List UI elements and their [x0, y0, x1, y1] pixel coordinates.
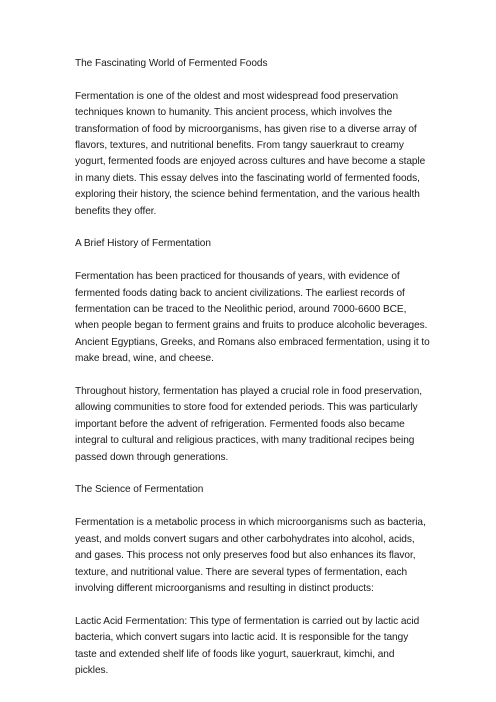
- intro-paragraph: Fermentation is one of the oldest and most widespread food preservation techniques known to humanity. This ancient process, which involves the transformation of food by microorganisms, has given rise to a diverse array of flavors, textures, and nutritional benefits. From tangy sauerkraut to creamy yogurt, fermented foods are enjoyed across cultures and have become a staple in many diets. This essay delves into the fascinating world of fermented foods, exploring their history, the science behind fermentation, and the various health benefits they offer.: [75, 90, 426, 217]
- science-heading: The Science of Fermentation: [75, 484, 204, 496]
- history-heading: A Brief History of Fermentation: [75, 238, 211, 250]
- document-title: The Fascinating World of Fermented Foods: [75, 58, 268, 69]
- history-paragraph-2: Throughout history, fermentation has played a crucial role in food preservation, allowing communities to store food for extended periods. This was particularly important before the advent of refrigeration. Fermented foods also became integral to cultural and religious practices, with many traditional recipes being passed down through generations.: [75, 386, 423, 463]
- history-paragraph-1: Fermentation has been practiced for thousands of years, with evidence of fermented foods dating back to ancient civilizations. The earliest records of fermentation can be traced to the Neolithic period, around 7000-6600 BCE, when people began to ferment grains and fruits to produce alcoholic beverages. Ancient Egyptians, Greeks, and Romans also embraced fermentation, using it to make bread, wine, and cheese.: [75, 271, 430, 365]
- document-body: [75, 56, 430, 696]
- science-paragraph-2: Lactic Acid Fermentation: This type of fermentation is carried out by lactic acid bacteria, which convert sugars into lactic acid. It is responsible for the tangy taste and extended shelf life of foods like yogurt, sauerkraut, kimchi, and pickles.: [75, 615, 420, 676]
- science-paragraph-1: Fermentation is a metabolic process in which microorganisms such as bacteria, yeast, and molds convert sugars and other carbohydrates into alcohol, acids, and gases. This process not only preserves food but also enhances its flavor, texture, and nutritional value. There are several types of fermentation, each involving different microorganisms and resulting in distinct products:: [75, 517, 426, 594]
